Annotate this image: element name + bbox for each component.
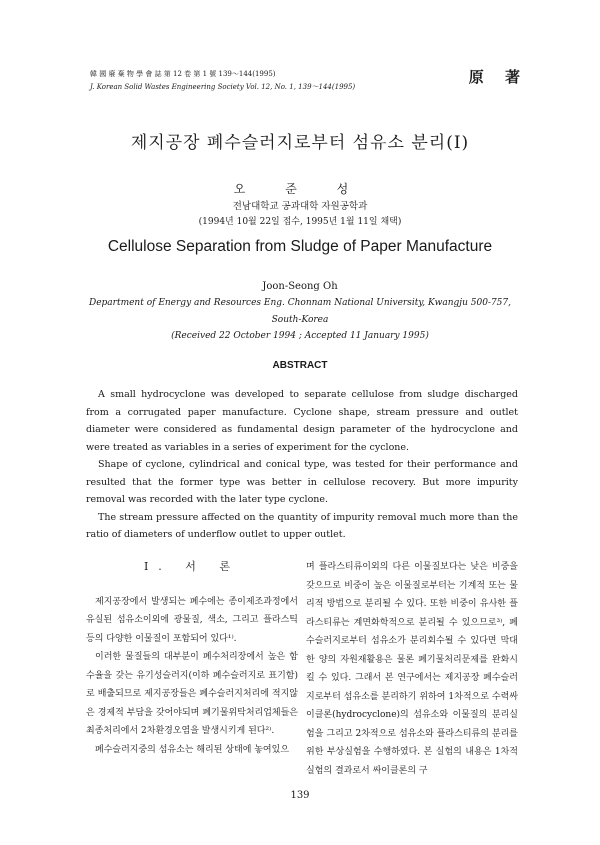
journal-citation-english: J. Korean Solid Wastes Engineering Society Vol. 12, No. 1, 139～144(1995) [90,83,356,91]
author-english: Joon-Seong Oh [262,281,338,292]
abstract-paragraph: Shape of cyclone, cylindrical and conical type, was tested for their performance and resulted that the former type was better in cellulose recovery. But more impurity removal was recorded with the later type cyclone. [86,459,518,505]
author-korean: 오 준 성 [233,182,367,196]
affiliation-english-line1: Department of Energy and Resources Eng. Chonnam National University, Kwangju 500-757, [88,298,511,308]
body-paragraph: 이러한 물질들의 대부분이 폐수처리장에서 높은 함수율을 갖는 유기성슬러지(이하 폐수슬러지로 표기함)로 배출되므로 제지공장들은 폐수슬러지처리에 적지않은 경제적 부담을 갖어야되며 폐기물위탁처리업체들은 최종처리에서 2차환경오염을 발생시키게 된다²⁾. [86,652,298,736]
abstract-paragraph: The stream pressure affected on the quantity of impurity removal much more than the ratio of diameters of underflow outlet to upper outlet. [86,511,518,540]
page-number: 139 [290,790,310,801]
body-paragraph: 며 플라스티류이외의 다른 이물질보다는 낮은 비중을 갖으므로 비중이 높은 이물질로부터는 기계적 또는 물리적 방법으로 분리될 수 있다. 또한 비중이 유사한 플라스티류는 계면화학적으로 분리될 수 있으므로³⁾, 폐수슬러지로부터 섬유소가 분리회수될 수 있다면 막대한 양의 자원재활용은 물론 폐기물처리문제를 완화시킬 수 있다. 그래서 본 연구에서는 제지공장 폐수슬러지로부터 섬유소를 분리하기 위하여 1차적으로 수력싸이클론(hydrocyclone)의 섬유소와 이물질의 분리실험을 그리고 2차적으로 섬유소와 플라스티류의 분리를 위한 부상실험을 수행하였다. 본 실험의 내용은 1차적 실험의 결과로서 싸이클론의 구 [306,562,518,776]
journal-header [90,68,355,94]
article-type-label: 原 著 [468,68,528,86]
abstract-heading: ABSTRACT [272,360,328,371]
body-column-right [306,558,518,780]
abstract-body [86,386,518,544]
affiliation-korean: 전남대학교 공과대학 자원공학과 [232,201,368,212]
body-column-left [86,558,298,759]
body-paragraph: 폐수슬러지중의 섬유소는 해리된 상태에 놓여있으 [95,744,290,755]
title-english: Cellulose Separation from Sludge of Paper Manufacture [107,238,493,255]
body-paragraph: 제지공장에서 발생되는 폐수에는 종이제조과정에서 유실된 섬유소이외에 광물질, 색소, 그리고 플라스틱 등의 다양한 이물질이 포함되어 있다¹⁾. [86,596,298,644]
title-korean: 제지공장 폐수슬러지로부터 섬유소 분리(I) [130,133,470,153]
section-heading: I. 서 론 [143,560,241,573]
received-date-english: (Received 22 October 1994 ; Accepted 11 January 1995) [171,331,429,341]
affiliation-english [0,295,600,329]
journal-citation-korean: 韓 國 廢 棄 物 學 會 誌 第 12 卷 第 1 號 139～144(1995) [90,70,276,78]
received-date-korean: (1994년 10월 22일 접수, 1995년 1월 11일 채택) [198,217,402,227]
affiliation-english-line2: South-Korea [271,315,329,325]
abstract-paragraph: A small hydrocyclone was developed to separate cellulose from sludge discharged from a corrugated paper manufacture. Cyclone shape, stream pressure and outlet diameter were considered as fundamental design parameter of the hydrocyclone and were treated as variables in a series of experiment for the cyclone. [86,389,518,453]
